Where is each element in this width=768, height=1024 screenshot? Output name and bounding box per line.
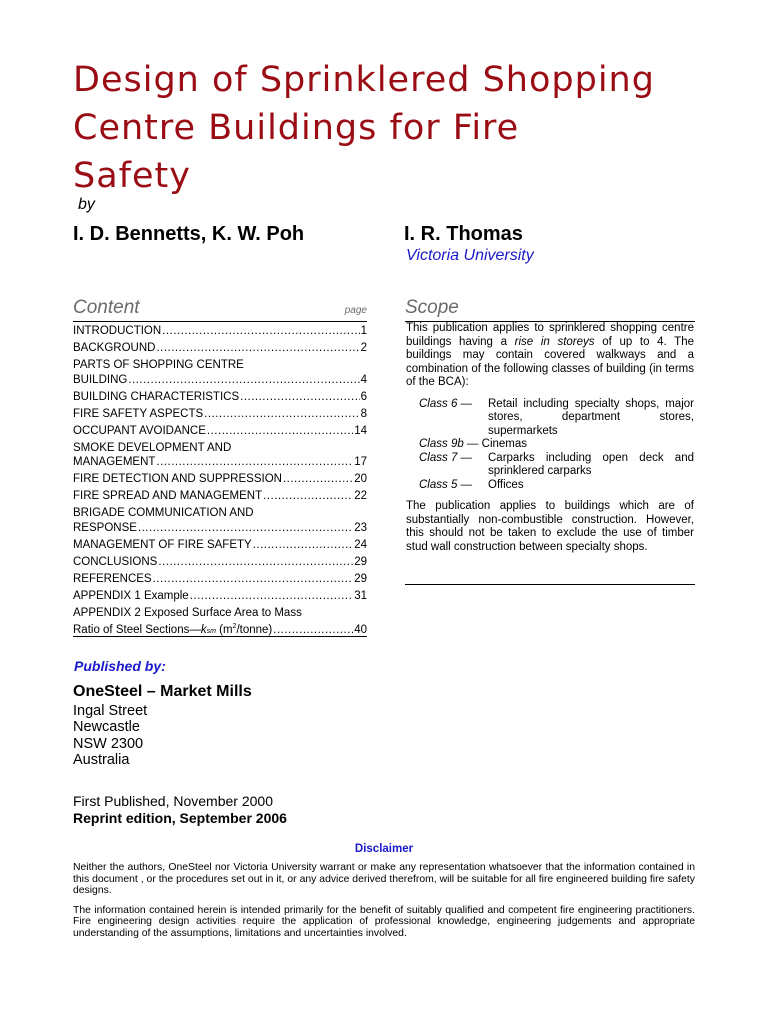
disclaimer-paragraph-2: The information contained herein is intended primarily for the benefit of suitably qualified and competent fire engineering practitioners. Fire engineering design activities require the application of professional knowledge, engineering judgements and appropriate understanding of the assumptions, limitations and uncertainties involved.	[73, 904, 695, 939]
publisher-address: Ingal Street Newcastle NSW 2300 Australia	[73, 703, 148, 768]
toc-item[interactable]: PARTS OF SHOPPING CENTRE BUILDING ..... 4	[73, 358, 367, 387]
scope-paragraph-1: This publication applies to sprinklered shopping centre buildings having a rise in storeys of up to 4. The buildings may contain covered walkways and a combination of the following classes of building (in terms of the BCA):	[406, 322, 694, 388]
toc-item[interactable]: FIRE SPREAD AND MANAGEMENT ..... 22	[73, 489, 367, 504]
table-of-contents	[73, 324, 367, 642]
content-title: Content	[73, 297, 140, 318]
scope-paragraph-2: The publication applies to buildings which are of substantially non-combustible construction. However, this should not be taken to exclude the use of timber stud wall construction between specialty shops.	[406, 500, 694, 553]
toc-item[interactable]: INTRODUCTION ..... 1	[73, 324, 367, 339]
scope-heading	[405, 297, 695, 322]
toc-item[interactable]: APPENDIX 1 Example ..... 31	[73, 589, 367, 604]
authors-left: I. D. Bennetts, K. W. Poh	[73, 223, 305, 245]
toc-item[interactable]: FIRE DETECTION AND SUPPRESSION ..... 20	[73, 472, 367, 487]
document-title	[73, 56, 733, 200]
toc-item[interactable]: CONCLUSIONS ..... 29	[73, 555, 367, 570]
scope-body	[406, 322, 694, 562]
class-item: Class 9b — Cinemas	[419, 438, 528, 450]
title-line-2: Centre Buildings for Fire	[73, 108, 520, 148]
content-heading	[73, 297, 367, 322]
disclaimer-title: Disclaimer	[354, 843, 414, 855]
title-line-3: Safety	[73, 156, 191, 196]
toc-item[interactable]: REFERENCES ..... 29	[73, 572, 367, 587]
toc-item[interactable]: BUILDING CHARACTERISTICS ..... 6	[73, 390, 367, 405]
toc-item[interactable]: SMOKE DEVELOPMENT AND MANAGEMENT ..... 17	[73, 441, 367, 470]
published-by-label: Published by:	[74, 658, 166, 674]
building-classes	[419, 398, 694, 493]
toc-item[interactable]: BRIGADE COMMUNICATION AND RESPONSE ..... 23	[73, 506, 367, 535]
publisher-name: OneSteel – Market Mills	[73, 683, 252, 700]
class-item: Class 7 — Carparks including open deck and sprinklered carparks	[419, 451, 694, 477]
toc-item[interactable]: OCCUPANT AVOIDANCE ..... 14	[73, 424, 367, 439]
toc-item[interactable]: BACKGROUND ..... 2	[73, 341, 367, 356]
toc-item[interactable]: FIRE SAFETY ASPECTS ..... 8	[73, 407, 367, 422]
page-column-label: page	[344, 305, 367, 316]
by-label: by	[78, 196, 95, 213]
class-item: Class 6 — Retail including specialty shops, major stores, department stores, supermarkets	[419, 397, 694, 437]
title-line-1: Design of Sprinklered Shopping	[73, 60, 655, 100]
disclaimer-paragraph-1: Neither the authors, OneSteel nor Victoria University warrant or make any representation whatsoever that the information contained in this document , or the procedures set out in it, or any advice derived therefrom, will be suitable for all fire engineered building fire safety designs.	[73, 862, 695, 897]
institution: Victoria University	[406, 247, 534, 264]
class-item: Class 5 — Offices	[419, 478, 524, 491]
reprint-edition: Reprint edition, September 2006	[73, 810, 287, 826]
authors-right: I. R. Thomas	[404, 223, 523, 245]
toc-item[interactable]: MANAGEMENT OF FIRE SAFETY ..... 24	[73, 538, 367, 553]
first-published: First Published, November 2000	[73, 793, 273, 809]
disclaimer-body	[73, 862, 695, 948]
scope-title: Scope	[405, 297, 459, 318]
toc-item[interactable]: APPENDIX 2 Exposed Surface Area to Mass Ratio of Steel Sections—ksm $(m^2/tonne)$ ..... 40	[73, 606, 367, 640]
scope-divider	[405, 584, 695, 585]
content-divider	[73, 636, 367, 637]
